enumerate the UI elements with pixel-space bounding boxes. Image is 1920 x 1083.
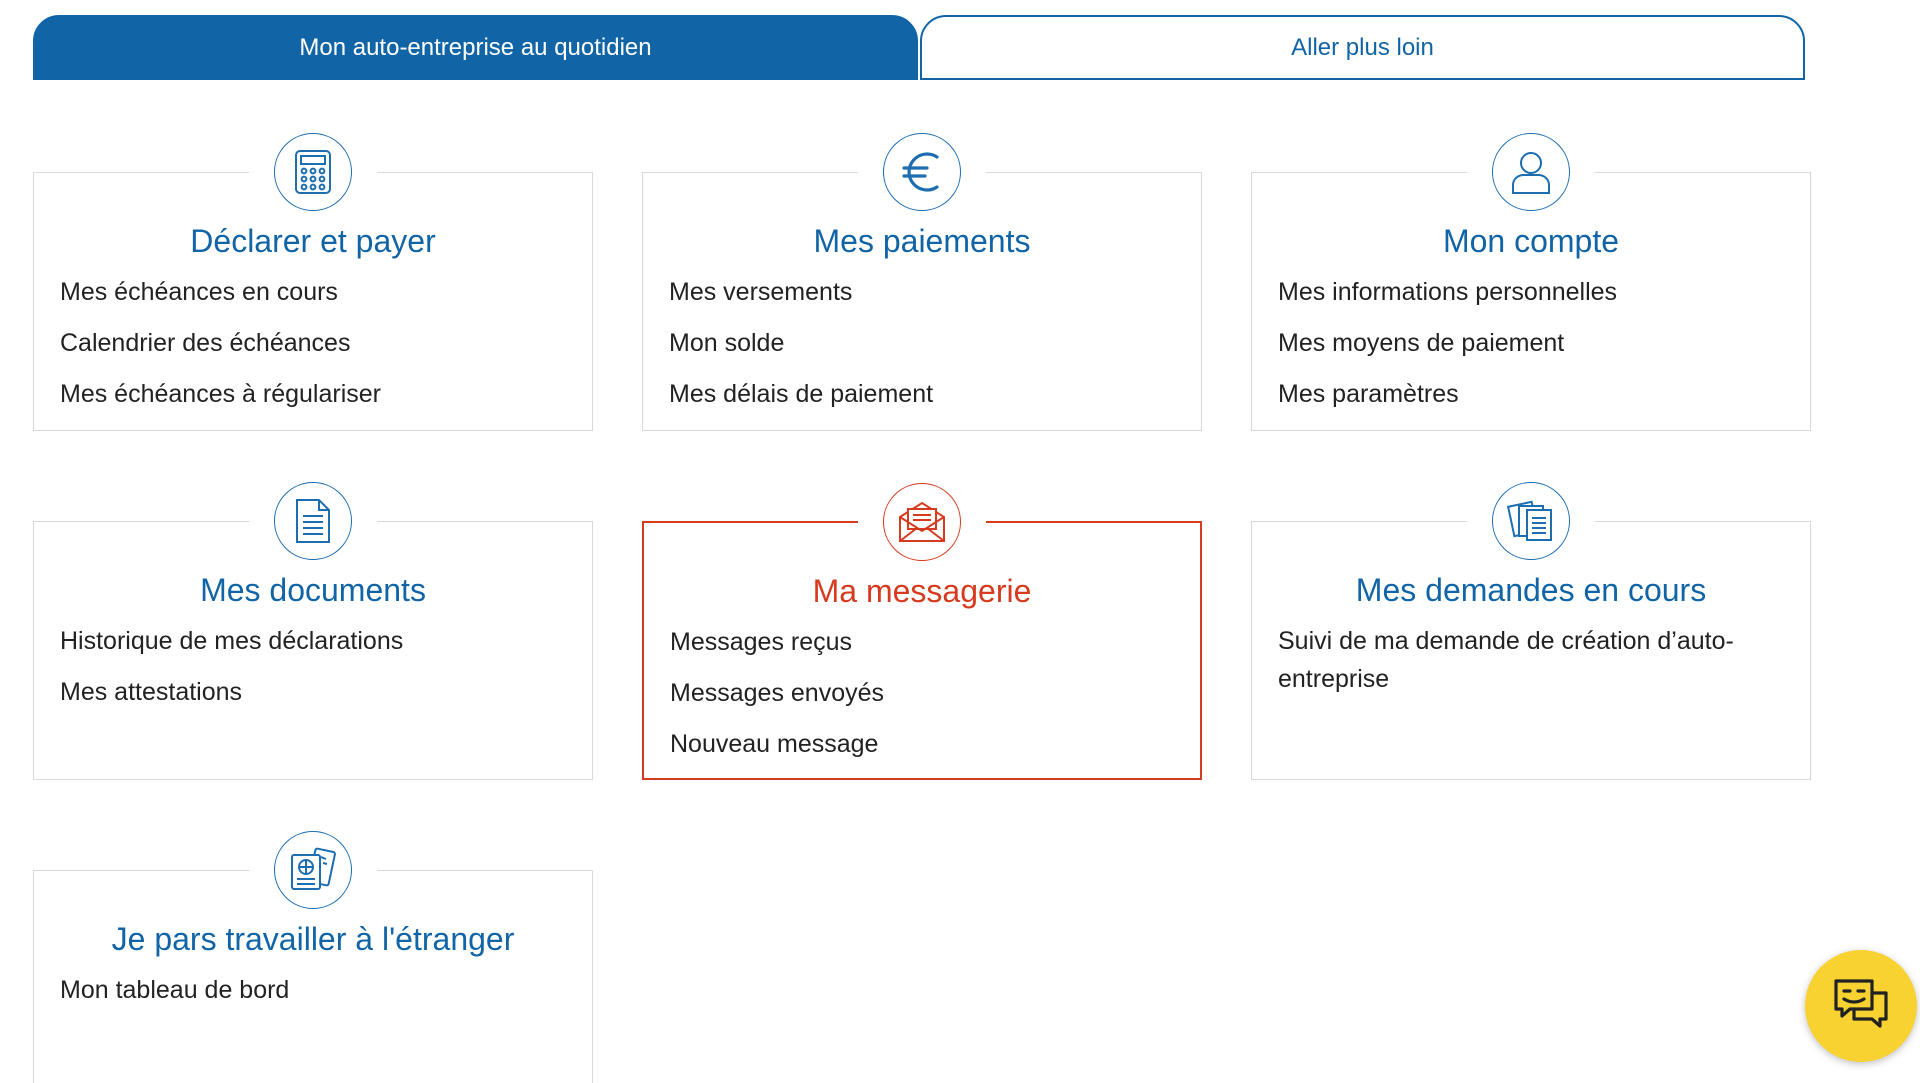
documents-stack-icon bbox=[1492, 482, 1570, 560]
card-mes-demandes-en-cours bbox=[1251, 521, 1811, 780]
link-mes-versements[interactable]: Mes versements bbox=[669, 278, 853, 306]
link-suivi-demande-creation[interactable]: Suivi de ma demande de création d’auto-entreprise bbox=[1278, 627, 1734, 693]
tab-mon-auto-entreprise[interactable]: Mon auto-entreprise au quotidien bbox=[33, 15, 918, 80]
card-mon-compte bbox=[1251, 172, 1811, 431]
card-title[interactable]: Mes documents bbox=[200, 572, 426, 608]
link-messages-recus[interactable]: Messages reçus bbox=[670, 628, 853, 656]
link-tableau-de-bord[interactable]: Mon tableau de bord bbox=[60, 976, 290, 1004]
link-calendrier-echeances[interactable]: Calendrier des échéances bbox=[60, 329, 351, 357]
document-icon bbox=[274, 482, 352, 560]
link-moyens-de-paiement[interactable]: Mes moyens de paiement bbox=[1278, 329, 1565, 357]
card-title[interactable]: Mon compte bbox=[1442, 223, 1620, 259]
envelope-icon bbox=[883, 483, 961, 561]
card-travailler-a-l-etranger bbox=[33, 870, 593, 1083]
card-declarer-et-payer bbox=[33, 172, 593, 431]
user-icon bbox=[1492, 133, 1570, 211]
tab-bar bbox=[33, 15, 1805, 80]
chat-button[interactable] bbox=[1805, 950, 1917, 1062]
chat-bot-icon bbox=[1832, 977, 1890, 1036]
card-mes-paiements bbox=[642, 172, 1202, 431]
calculator-icon bbox=[274, 133, 352, 211]
card-mes-documents bbox=[33, 521, 593, 780]
card-title[interactable]: Ma messagerie bbox=[812, 573, 1032, 609]
link-messages-envoyes[interactable]: Messages envoyés bbox=[670, 679, 885, 707]
link-historique-declarations[interactable]: Historique de mes déclarations bbox=[60, 627, 404, 655]
card-title[interactable]: Mes demandes en cours bbox=[1355, 572, 1707, 608]
link-mon-solde[interactable]: Mon solde bbox=[669, 329, 785, 357]
link-mes-attestations[interactable]: Mes attestations bbox=[60, 678, 243, 706]
card-title[interactable]: Déclarer et payer bbox=[190, 223, 436, 259]
link-echeances-en-cours[interactable]: Mes échéances en cours bbox=[60, 278, 338, 306]
card-ma-messagerie bbox=[642, 521, 1202, 780]
card-title[interactable]: Je pars travailler à l'étranger bbox=[111, 921, 515, 957]
link-nouveau-message[interactable]: Nouveau message bbox=[670, 730, 879, 758]
link-echeances-a-regulariser[interactable]: Mes échéances à régulariser bbox=[60, 380, 381, 408]
tab-aller-plus-loin[interactable]: Aller plus loin bbox=[920, 15, 1805, 80]
passport-icon bbox=[274, 831, 352, 909]
card-title[interactable]: Mes paiements bbox=[813, 223, 1031, 259]
link-mes-parametres[interactable]: Mes paramètres bbox=[1278, 380, 1459, 408]
link-delais-de-paiement[interactable]: Mes délais de paiement bbox=[669, 380, 934, 408]
euro-icon bbox=[883, 133, 961, 211]
link-informations-personnelles[interactable]: Mes informations personnelles bbox=[1278, 278, 1618, 306]
